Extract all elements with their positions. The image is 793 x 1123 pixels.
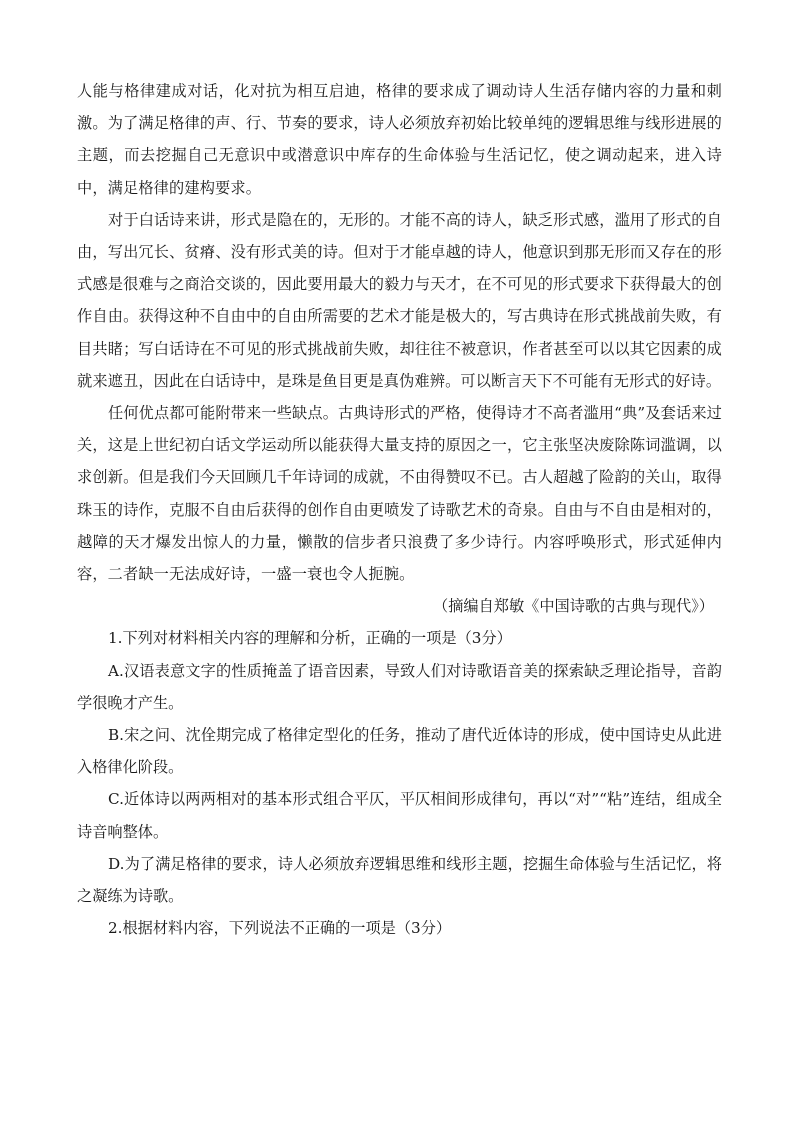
passage-paragraph-3: 任何优点都可能附带来一些缺点。古典诗形式的严格，使得诗才不高者滥用“典”及套话来过关，这是上世纪初白话文学运动所以能获得大量支持的原因之一，它主张坚决废除陈词滥调，以求创新。但是我们今天回顾几千年诗词的成就，不由得赞叹不已。古人超越了险韵的关山，取得珠玉的诗作，克服不自由后获得的创作自由更喷发了诗歌艺术的奇泉。自由与不自由是相对的，越障的天才爆发出惊人的力量，懒散的信步者只浪费了多少诗行。内容呼唤形式，形式延伸内容，二者缺一无法成好诗，一盛一衰也令人扼腕。: [77, 404, 722, 584]
question-1-option-a: A.汉语表意文字的性质掩盖了语音因素，导致人们对诗歌语音美的探索缺乏理论指导，音韵学很晚才产生。: [77, 661, 722, 712]
question-1-option-b: B.宋之问、沈佺期完成了格律定型化的任务，推动了唐代近体诗的形成，使中国诗史从此进入格律化阶段。: [77, 726, 722, 777]
passage-paragraph-2: 对于白话诗来讲，形式是隐在的，无形的。才能不高的诗人，缺乏形式感，滥用了形式的自由，写出冗长、贫瘠、没有形式美的诗。但对于才能卓越的诗人，他意识到那无形而又存在的形式感是很难与之商洽交谈的，因此要用最大的毅力与天才，在不可见的形式要求下获得最大的创作自由。获得这种不自由中的自由所需要的艺术才能是极大的，写古典诗在形式挑战前失败，有目共睹；写白话诗在不可见的形式挑战前失败，却往往不被意识，作者甚至可以以其它因素的成就来遮丑，因此在白话诗中，是珠是鱼目更是真伪难辨。可以断言天下不可能有无形式的好诗。: [77, 210, 722, 390]
passage-paragraph-1: 人能与格律建成对话，化对抗为相互启迪，格律的要求成了调动诗人生活存储内容的力量和刺激。为了满足格律的声、行、节奏的要求，诗人必须放弃初始比较单纯的逻辑思维与线形进展的主题，而去挖掘自己无意识中或潜意识中库存的生命体验与生活记忆，使之调动起来，进入诗中，满足格律的建构要求。: [77, 82, 722, 197]
passage-source: （摘编自郑敏《中国诗歌的古典与现代》）: [433, 597, 714, 616]
question-1-stem: 1.下列对材料相关内容的理解和分析，正确的一项是（3分）: [108, 629, 512, 648]
question-2-stem: 2.根据材料内容，下列说法不正确的一项是（3分）: [108, 919, 452, 938]
question-1-option-d: D.为了满足格律的要求，诗人必须放弃逻辑思维和线形主题，挖掘生命体验与生活记忆，将之凝练为诗歌。: [77, 854, 722, 906]
question-1-option-c: C.近体诗以两两相对的基本形式组合平仄，平仄相间形成律句，再以“对”“粘”连结，组成全诗音响整体。: [77, 790, 722, 841]
document-page: [77, 75, 722, 944]
